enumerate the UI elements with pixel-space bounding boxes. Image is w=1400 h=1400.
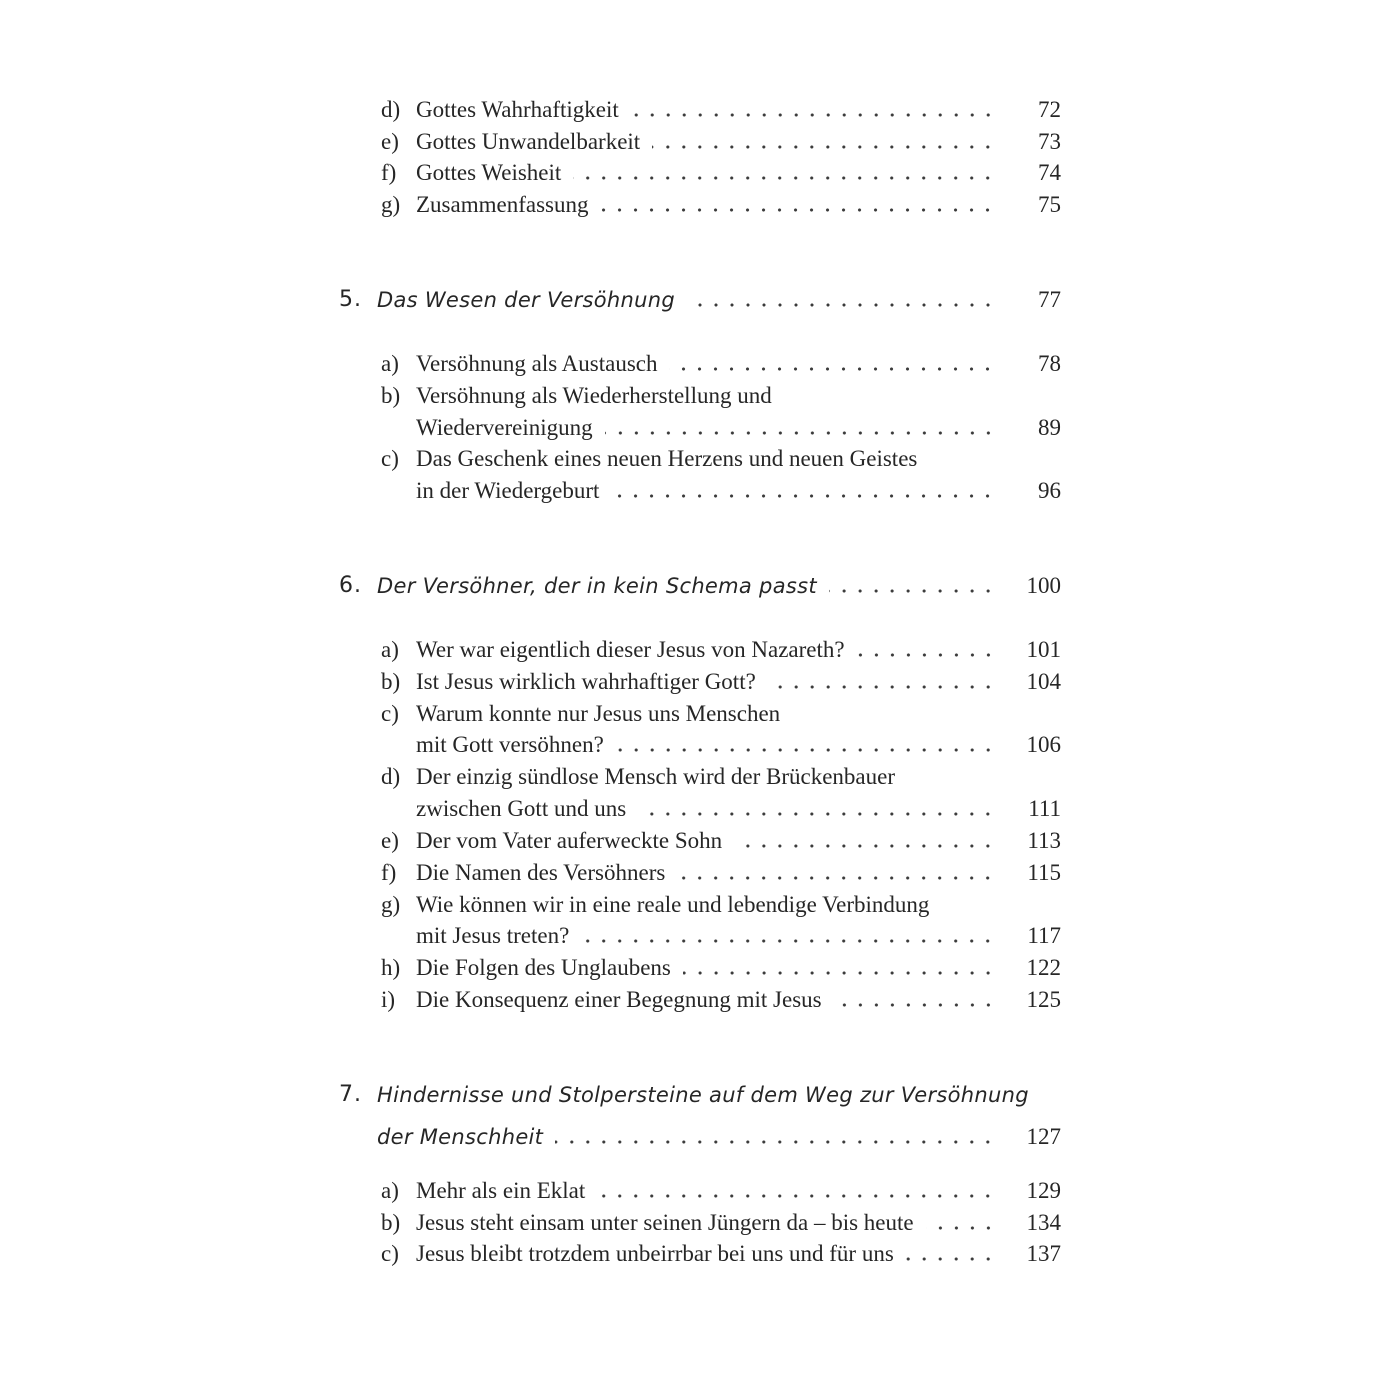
entry-title-line2: in der Wiedergeburt (416, 478, 600, 503)
entry-title: Gottes Unwandelbarkeit (416, 129, 641, 154)
entry-text-with-leader (416, 191, 996, 219)
entry-page-number: 137 (1026, 1241, 1061, 1266)
chapter-title: Der Versöhner, der in kein Schema passt (377, 574, 817, 598)
toc-entry[interactable] (0, 126, 1400, 158)
entry-title-line2: mit Jesus treten? (416, 923, 570, 948)
entry-title: Die Folgen des Unglaubens (416, 955, 671, 980)
toc-entry-line2[interactable] (0, 475, 1400, 507)
entry-text-with-leader (416, 159, 996, 187)
entry-page-number: 129 (1026, 1178, 1061, 1203)
entry-page-number: 134 (1026, 1210, 1061, 1235)
chapter-heading-7-line2[interactable] (0, 1121, 1400, 1153)
entry-title-line1: Das Geschenk eines neuen Herzens und neuen Geistes (416, 446, 918, 471)
entry-title: Versöhnung als Austausch (416, 351, 658, 376)
dot-leader (734, 839, 996, 853)
dot-leader (652, 140, 996, 154)
toc-entry-line1[interactable] (0, 380, 1400, 412)
toc-entry-line2[interactable] (0, 920, 1400, 952)
toc-entry[interactable] (0, 634, 1400, 666)
chapter-page-number: 127 (1026, 1124, 1061, 1149)
entry-title: Mehr als ein Eklat (416, 1178, 586, 1203)
entry-letter: e) (381, 129, 399, 154)
entry-title: Der vom Vater auferweckte Sohn (416, 828, 723, 853)
entry-title-line1: Warum konnte nur Jesus uns Menschen (416, 701, 781, 726)
entry-letter: a) (381, 351, 399, 376)
entry-title: Wer war eigentlich dieser Jesus von Nazareth? (416, 637, 845, 662)
toc-entry-line1[interactable] (0, 761, 1400, 793)
entry-title-line1: Wie können wir in eine reale und lebendige Verbindung (416, 892, 930, 917)
entry-text-with-leader (416, 827, 996, 855)
entry-letter: d) (381, 764, 401, 789)
entry-letter: a) (381, 637, 399, 662)
toc-entry[interactable] (0, 984, 1400, 1016)
entry-page-number: 78 (1038, 351, 1061, 376)
entry-letter: b) (381, 669, 401, 694)
entry-text-with-leader (416, 96, 996, 124)
entry-title-line2: zwischen Gott und uns (416, 796, 627, 821)
entry-page-number: 89 (1038, 415, 1061, 440)
entry-page-number: 72 (1038, 97, 1061, 122)
entry-letter: i) (381, 987, 396, 1012)
entry-title-line2: mit Gott versöhnen? (416, 732, 604, 757)
entry-title: Jesus steht einsam unter seinen Jüngern da – bis heute (416, 1210, 914, 1235)
chapter-title-with-leader (377, 1123, 996, 1151)
entry-page-number: 115 (1027, 860, 1061, 885)
entry-page-number: 125 (1026, 987, 1061, 1012)
entry-title: Gottes Wahrhaftigkeit (416, 97, 619, 122)
entry-letter: c) (381, 1241, 399, 1266)
chapter-title-line2: der Menschheit (377, 1125, 544, 1149)
dot-leader (616, 743, 996, 757)
entry-title-line1: Der einzig sündlose Mensch wird der Brückenbauer (416, 764, 896, 789)
entry-letter: g) (381, 892, 401, 917)
entry-title: Die Namen des Versöhners (416, 860, 666, 885)
entry-letter: c) (381, 446, 399, 471)
entry-letter: h) (381, 955, 401, 980)
entry-letter: f) (381, 160, 397, 185)
entry-letter: f) (381, 860, 397, 885)
toc-entry[interactable] (0, 189, 1400, 221)
entry-letter: c) (381, 701, 399, 726)
entry-text-with-leader (416, 922, 996, 950)
entry-letter: d) (381, 97, 401, 122)
dot-leader (600, 203, 996, 217)
entry-page-number: 122 (1026, 955, 1061, 980)
dot-leader (829, 584, 996, 598)
entry-title: Jesus bleibt trotzdem unbeirrbar bei uns und für uns (416, 1241, 894, 1266)
chapter-title: Das Wesen der Versöhnung (377, 288, 675, 312)
dot-leader (638, 807, 996, 821)
dot-leader (857, 648, 996, 662)
entry-text-with-leader (416, 668, 996, 696)
entry-text-with-leader (416, 731, 996, 759)
entry-page-number: 74 (1038, 160, 1061, 185)
entry-letter: g) (381, 192, 401, 217)
dot-leader (581, 934, 996, 948)
chapter-heading-6[interactable] (0, 570, 1400, 602)
entry-letter: b) (381, 1210, 401, 1235)
dot-leader (926, 1221, 996, 1235)
entry-text-with-leader (416, 350, 996, 378)
dot-leader (677, 871, 996, 885)
toc-entry[interactable] (0, 1238, 1400, 1270)
dot-leader (555, 1135, 996, 1149)
chapter-page-number: 77 (1038, 287, 1061, 312)
chapter-title-with-leader (377, 572, 996, 600)
entry-title: Die Konsequenz einer Begegnung mit Jesus (416, 987, 822, 1012)
toc-entry[interactable] (0, 1207, 1400, 1239)
entry-text-with-leader (416, 636, 996, 664)
entry-text-with-leader (416, 128, 996, 156)
dot-leader (573, 171, 996, 185)
chapter-title-with-leader (377, 286, 996, 314)
entry-page-number: 75 (1038, 192, 1061, 217)
chapter-heading-5[interactable] (0, 284, 1400, 316)
entry-text-with-leader (416, 795, 996, 823)
toc-entry[interactable] (0, 1175, 1400, 1207)
entry-text-with-leader (416, 954, 996, 982)
entry-text-with-leader (416, 477, 996, 505)
dot-leader (683, 966, 996, 980)
toc-entry[interactable] (0, 952, 1400, 984)
entry-text-with-leader (416, 1209, 996, 1237)
chapter-number: 6. (339, 573, 362, 598)
entry-text-with-leader (416, 1240, 996, 1268)
entry-title: Zusammenfassung (416, 192, 589, 217)
toc-entry-line1[interactable] (0, 889, 1400, 921)
entry-letter: e) (381, 828, 399, 853)
toc-entry-line2[interactable] (0, 793, 1400, 825)
entry-title-line1: Versöhnung als Wiederherstellung und (416, 383, 772, 408)
dot-leader (631, 108, 996, 122)
entry-page-number: 73 (1038, 129, 1061, 154)
toc-entry[interactable] (0, 825, 1400, 857)
dot-leader (834, 998, 996, 1012)
toc-entry-line2[interactable] (0, 729, 1400, 761)
entry-page-number: 117 (1027, 923, 1061, 948)
entry-text-with-leader (416, 414, 996, 442)
chapter-heading-7-line1[interactable] (0, 1079, 1400, 1111)
dot-leader (669, 362, 996, 376)
toc-entry[interactable] (0, 94, 1400, 126)
toc-entry[interactable] (0, 348, 1400, 380)
entry-page-number: 113 (1027, 828, 1061, 853)
entry-page-number: 104 (1026, 669, 1061, 694)
dot-leader (768, 680, 996, 694)
chapter-page-number: 100 (1026, 573, 1061, 598)
toc-entry-line1[interactable] (0, 443, 1400, 475)
chapter-number: 5. (339, 287, 362, 312)
entry-letter: b) (381, 383, 401, 408)
toc-entry[interactable] (0, 857, 1400, 889)
dot-leader (687, 298, 996, 312)
entry-title: Gottes Weisheit (416, 160, 562, 185)
entry-letter: a) (381, 1178, 399, 1203)
entry-text-with-leader (416, 859, 996, 887)
toc-entry-line1[interactable] (0, 698, 1400, 730)
toc-entry[interactable] (0, 666, 1400, 698)
entry-title-line2: Wiedervereinigung (416, 415, 593, 440)
entry-page-number: 106 (1026, 732, 1061, 757)
dot-leader (906, 1252, 996, 1266)
chapter-number: 7. (339, 1082, 362, 1107)
toc-entry-line2[interactable] (0, 412, 1400, 444)
dot-leader (597, 1189, 996, 1203)
entry-page-number: 96 (1038, 478, 1061, 503)
entry-title: Ist Jesus wirklich wahrhaftiger Gott? (416, 669, 756, 694)
chapter-title-line1: Hindernisse und Stolpersteine auf dem Weg zur Versöhnung (377, 1083, 1029, 1107)
entry-page-number: 111 (1028, 796, 1061, 821)
entry-text-with-leader (416, 1177, 996, 1205)
entry-page-number: 101 (1026, 637, 1061, 662)
dot-leader (611, 489, 996, 503)
dot-leader (605, 426, 996, 440)
entry-text-with-leader (416, 986, 996, 1014)
toc-entry[interactable] (0, 157, 1400, 189)
